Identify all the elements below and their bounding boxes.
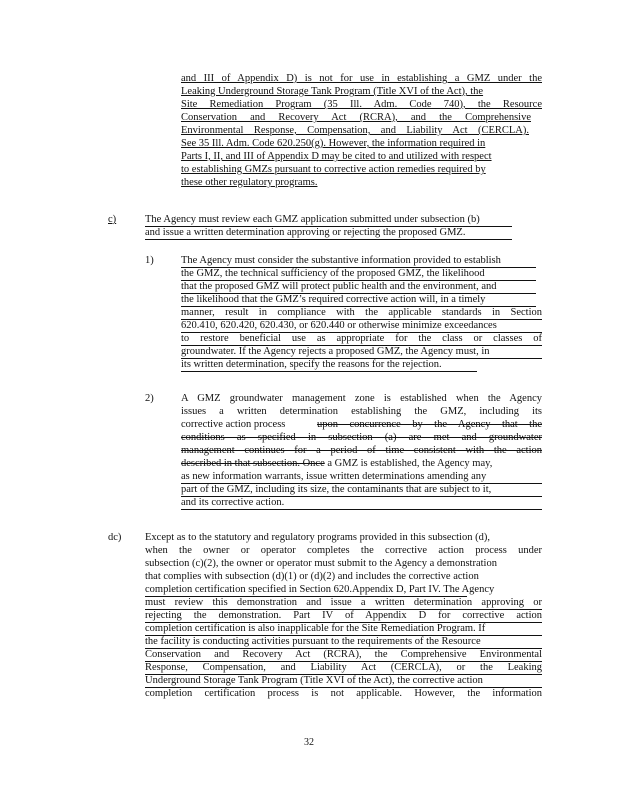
text-line: that complies with subsection (d)(1) or (d)(2) and includes the corrective action bbox=[145, 571, 479, 582]
text-line: completion certification process is not applicable. However, the information bbox=[145, 688, 542, 699]
text-line: completion certification specified in Section 620.Appendix D, Part IV. The Agency bbox=[145, 584, 495, 595]
text-line: to establishing GMZs pursuant to corrective action remedies required by bbox=[181, 164, 486, 175]
text-line: issues a written determination establishing the GMZ, including its bbox=[181, 406, 542, 417]
text-line: Response, Compensation, and Liability Act (CERCLA), or the Leaking bbox=[145, 662, 542, 673]
text-line: Underground Storage Tank Program (Title XVI of the Act), the corrective action bbox=[145, 674, 542, 688]
text-line: A GMZ groundwater management zone is established when the Agency bbox=[181, 393, 542, 404]
text-line: manner, result in compliance with the applicable standards in Section bbox=[181, 307, 542, 318]
text-line: as new information warrants, issue written determinations amending any bbox=[181, 470, 542, 484]
text-segment: corrective action process bbox=[181, 419, 286, 430]
text-line: the likelihood that the GMZ’s required corrective action will, in a timely bbox=[181, 293, 536, 307]
text-line: subsection (c)(2), the owner or operator must submit to the Agency a demonstration bbox=[145, 558, 497, 569]
struck-text: conditions as specified in subsection (a) are met and groundwater bbox=[181, 432, 542, 443]
text-line: must review this demonstration and issue a written determination approving or bbox=[145, 597, 542, 608]
text-line: and issue a written determination approving or rejecting the proposed GMZ. bbox=[145, 226, 512, 240]
text-line: Except as to the statutory and regulatory programs provided in this subsection (d), bbox=[145, 532, 490, 543]
text-line: the facility is conducting activities pursuant to the requirements of the Resource bbox=[145, 635, 542, 649]
text-line: that the proposed GMZ will protect public health and the environment, and bbox=[181, 280, 536, 294]
section-label: dc) bbox=[108, 532, 122, 543]
text-line: Leaking Underground Storage Tank Program (Title XVI of the Act), the bbox=[181, 86, 484, 97]
text-line: to restore beneficial use as appropriate for the class or classes of bbox=[181, 333, 542, 344]
text-line: The Agency must consider the substantive information provided to establish bbox=[181, 254, 536, 268]
text-line bbox=[181, 457, 492, 470]
text-line: the GMZ, the technical sufficiency of the proposed GMZ, the likelihood bbox=[181, 267, 536, 281]
text-line: rejecting the demonstration. Part IV of Appendix D for corrective action bbox=[145, 610, 542, 621]
item-label: 1) bbox=[145, 255, 154, 266]
text-line: Conservation and Recovery Act (RCRA), the Comprehensive Environmental bbox=[145, 649, 542, 660]
text-line: Conservation and Recovery Act (RCRA), and the Comprehensive bbox=[181, 112, 531, 123]
text-line: when the owner or operator completes the corrective action process under bbox=[145, 545, 542, 556]
text-line: groundwater. If the Agency rejects a proposed GMZ, the Agency must, in bbox=[181, 345, 542, 359]
struck-text: upon concurrence by the Agency that the bbox=[317, 419, 542, 430]
text-line: these other regulatory programs. bbox=[181, 177, 318, 188]
struck-text: management continues for a period of time consistent with the action bbox=[181, 445, 542, 456]
page-number: 32 bbox=[304, 737, 314, 748]
text-line: and its corrective action. bbox=[181, 496, 542, 510]
text-line: See 35 Ill. Adm. Code 620.250(g). However, the information required in bbox=[181, 138, 486, 149]
text-line: Site Remediation Program (35 Ill. Adm. Code 740), the Resource bbox=[181, 99, 542, 110]
text-line: The Agency must review each GMZ application submitted under subsection (b) bbox=[145, 213, 512, 227]
text-line: part of the GMZ, including its size, the contaminants that are subject to it, bbox=[181, 483, 542, 497]
text-line: and III of Appendix D) is not for use in establishing a GMZ under the bbox=[181, 73, 542, 84]
struck-text: described in that subsection. Once bbox=[181, 458, 325, 469]
item-label: 2) bbox=[145, 393, 154, 404]
text-line: its written determination, specify the reasons for the rejection. bbox=[181, 358, 477, 372]
text-line: 620.410, 620.420, 620.430, or 620.440 or otherwise minimize exceedances bbox=[181, 319, 542, 333]
text-line: Environmental Response, Compensation, and Liability Act (CERCLA). bbox=[181, 125, 529, 136]
text-segment: a GMZ is established, the Agency may, bbox=[324, 458, 493, 469]
text-line bbox=[181, 418, 542, 431]
text-line: completion certification is also inapplicable for the Site Remediation Program. If bbox=[145, 622, 542, 636]
section-label: c) bbox=[108, 214, 117, 225]
text-line: Parts I, II, and III of Appendix D may be cited to and utilized with respect bbox=[181, 151, 492, 162]
